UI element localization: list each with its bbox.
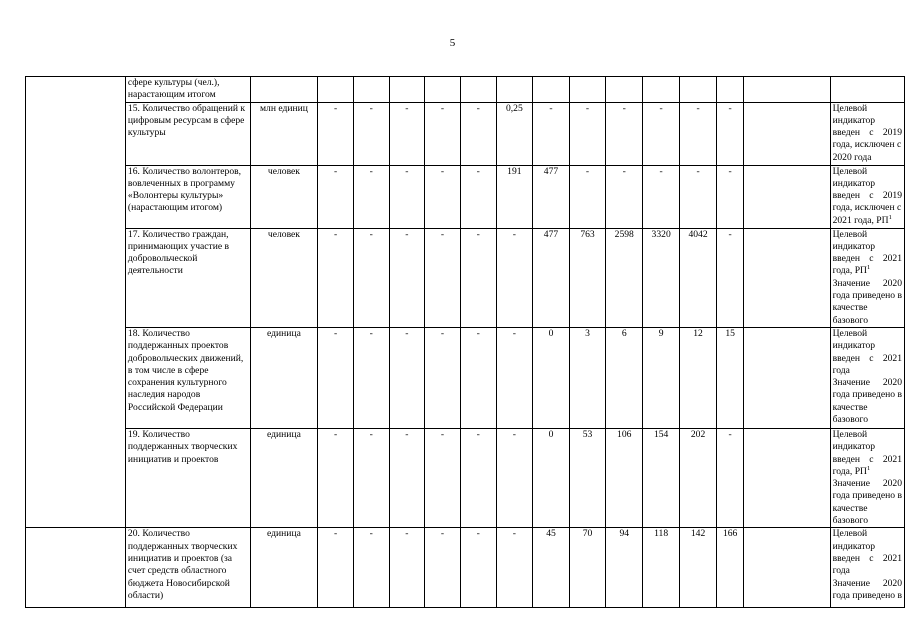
value-cell: 763 <box>569 228 606 327</box>
note-line <box>833 429 902 441</box>
note-line <box>833 127 902 139</box>
unit-cell: млн единиц <box>250 102 318 165</box>
note-text: года, РП <box>832 265 867 277</box>
note-word: с <box>869 552 874 564</box>
indicators-table <box>25 76 905 608</box>
table-row <box>26 102 905 165</box>
note-line <box>833 365 902 377</box>
value-cell: - <box>496 327 533 428</box>
footnote-mark: 1 <box>888 213 892 221</box>
note-text: индикатор <box>832 540 876 552</box>
note-word: введен <box>832 127 860 139</box>
value-cell: 0 <box>533 428 570 527</box>
note-cell <box>830 228 904 327</box>
note-text: года приведено в <box>832 490 902 502</box>
value-cell <box>643 77 680 103</box>
note-line <box>833 578 902 590</box>
table-row <box>26 228 905 327</box>
unit-cell: человек <box>250 165 318 228</box>
note-cell <box>830 327 904 428</box>
note-text: Целевой <box>832 102 868 114</box>
value-cell: - <box>318 228 354 327</box>
value-cell: - <box>318 428 354 527</box>
note-word: с <box>869 253 874 265</box>
note-line <box>833 115 902 127</box>
note-word: 2020 <box>882 478 902 490</box>
value-cell: 9 <box>643 327 680 428</box>
note-word: введен <box>832 253 860 265</box>
note-word: 2021 <box>882 253 902 265</box>
value-cell <box>744 102 830 165</box>
value-cell <box>533 77 570 103</box>
value-cell: - <box>318 102 354 165</box>
value-cell: - <box>569 102 606 165</box>
value-cell: 118 <box>643 528 680 608</box>
value-cell <box>744 428 830 527</box>
note-line <box>833 377 902 389</box>
note-word: Значение <box>832 377 870 389</box>
note-text: Целевой <box>832 528 868 540</box>
unit-cell: человек <box>250 228 318 327</box>
value-cell: - <box>353 327 389 428</box>
note-line <box>833 353 902 365</box>
note-word: с <box>869 453 874 465</box>
value-cell: - <box>460 327 496 428</box>
note-word: с <box>869 352 874 364</box>
note-text: базового <box>832 414 868 426</box>
value-cell: - <box>389 528 425 608</box>
note-line <box>833 103 902 115</box>
value-cell <box>389 77 425 103</box>
note-text: базового <box>832 515 868 527</box>
value-cell: 6 <box>606 327 643 428</box>
note-line <box>833 241 902 253</box>
note-cell <box>830 102 904 165</box>
value-cell: - <box>318 165 354 228</box>
value-cell: - <box>389 228 425 327</box>
value-cell: 94 <box>606 528 643 608</box>
value-cell <box>318 77 354 103</box>
value-cell: 191 <box>496 165 533 228</box>
note-line <box>833 590 902 602</box>
value-cell: 53 <box>569 428 606 527</box>
note-word: Значение <box>832 478 870 490</box>
note-line <box>833 553 902 565</box>
note-line <box>833 490 902 502</box>
note-text: качестве <box>832 401 868 413</box>
value-cell: 477 <box>533 228 570 327</box>
value-cell: 3320 <box>643 228 680 327</box>
indicator-name-cell: 20. Количество поддержанных творческих инициатив и проектов (за счет средств областного бюджета Новосибирской области) <box>125 528 250 608</box>
note-text: качестве <box>832 302 868 314</box>
value-cell: 2598 <box>606 228 643 327</box>
note-word: введен <box>832 190 860 202</box>
note-word: Значение <box>832 277 870 289</box>
table-body <box>26 77 905 608</box>
unit-cell: единица <box>250 428 318 527</box>
note-line <box>833 565 902 577</box>
value-cell <box>744 165 830 228</box>
value-cell <box>496 77 533 103</box>
note-text: года приведено в <box>832 389 902 401</box>
value-cell: - <box>425 428 461 527</box>
value-cell: - <box>318 528 354 608</box>
note-text: года <box>832 565 850 577</box>
note-word: 2020 <box>882 577 902 589</box>
unit-cell: единица <box>250 327 318 428</box>
unit-cell: единица <box>250 528 318 608</box>
indicator-name-cell: 16. Количество волонтеров, вовлеченных в программу «Волонтеры культуры» (нарастающим итогом) <box>125 165 250 228</box>
value-cell: - <box>643 102 680 165</box>
note-text: индикатор <box>832 240 876 252</box>
value-cell: - <box>460 102 496 165</box>
indicator-name-cell: сфере культуры (чел.), нарастающим итогом <box>125 77 250 103</box>
note-text: индикатор <box>832 340 876 352</box>
value-cell: 202 <box>680 428 717 527</box>
value-cell: 15 <box>717 327 744 428</box>
note-word: 2021 <box>882 453 902 465</box>
note-text: года приведено в <box>832 589 902 601</box>
note-cell <box>830 165 904 228</box>
value-cell: - <box>460 428 496 527</box>
table-row <box>26 77 905 103</box>
unit-cell <box>250 77 318 103</box>
table-row <box>26 428 905 527</box>
indicator-name-cell: 15. Количество обращений к цифровым ресурсам в сфере культуры <box>125 102 250 165</box>
note-text: индикатор <box>832 114 876 126</box>
note-text: 2021 года, РП <box>832 214 889 226</box>
value-cell: - <box>460 165 496 228</box>
note-line <box>833 302 902 314</box>
note-line <box>833 503 902 515</box>
value-cell: - <box>496 428 533 527</box>
value-cell: - <box>353 228 389 327</box>
value-cell <box>569 77 606 103</box>
note-text: года <box>832 364 850 376</box>
note-text: Целевой <box>832 327 868 339</box>
note-line <box>833 328 902 340</box>
footnote-mark: 1 <box>866 464 871 472</box>
value-cell: - <box>460 228 496 327</box>
note-text: индикатор <box>832 441 876 453</box>
value-cell: - <box>353 102 389 165</box>
value-cell: - <box>389 428 425 527</box>
value-cell: - <box>425 528 461 608</box>
value-cell <box>680 77 717 103</box>
value-cell: - <box>318 327 354 428</box>
note-text: Целевой <box>832 428 868 440</box>
note-word: введен <box>832 453 860 465</box>
note-line <box>833 290 902 302</box>
note-word: 2021 <box>882 552 902 564</box>
note-line <box>833 515 902 527</box>
value-cell: - <box>533 102 570 165</box>
note-line <box>833 178 902 190</box>
note-text: Целевой <box>832 165 868 177</box>
value-cell <box>353 77 389 103</box>
value-cell: - <box>680 165 717 228</box>
value-cell: - <box>680 102 717 165</box>
value-cell: 45 <box>533 528 570 608</box>
value-cell: - <box>389 165 425 228</box>
note-word: 2020 <box>882 377 902 389</box>
value-cell: - <box>496 528 533 608</box>
note-word: 2020 <box>882 277 902 289</box>
value-cell: - <box>643 165 680 228</box>
note-text: качестве <box>832 502 868 514</box>
value-cell: - <box>496 228 533 327</box>
value-cell: - <box>717 165 744 228</box>
value-cell: - <box>717 228 744 327</box>
value-cell <box>606 77 643 103</box>
note-line <box>833 414 902 426</box>
note-line <box>833 389 902 401</box>
value-cell: 0,25 <box>496 102 533 165</box>
note-line <box>833 528 902 540</box>
table-row <box>26 327 905 428</box>
value-cell: - <box>425 102 461 165</box>
note-text: года, исключен с <box>832 139 902 151</box>
table-row <box>26 165 905 228</box>
note-line <box>833 402 902 414</box>
note-line <box>833 478 902 490</box>
note-word: с <box>869 127 874 139</box>
note-line <box>833 265 902 277</box>
value-cell: 166 <box>717 528 744 608</box>
note-text: 2020 года <box>832 151 872 163</box>
value-cell <box>717 77 744 103</box>
value-cell: 12 <box>680 327 717 428</box>
value-cell: - <box>425 228 461 327</box>
value-cell <box>744 228 830 327</box>
value-cell: 4042 <box>680 228 717 327</box>
section-cell <box>26 528 126 608</box>
footnote-mark: 1 <box>866 264 871 272</box>
value-cell: 70 <box>569 528 606 608</box>
note-line <box>833 139 902 151</box>
page-number: 5 <box>449 37 456 49</box>
section-cell <box>26 77 126 528</box>
note-word: 2019 <box>882 127 902 139</box>
value-cell: - <box>425 165 461 228</box>
value-cell: - <box>353 528 389 608</box>
note-line <box>833 215 902 227</box>
note-line <box>833 278 902 290</box>
value-cell: - <box>353 428 389 527</box>
value-cell: 0 <box>533 327 570 428</box>
note-text: года приведено в <box>832 290 902 302</box>
note-cell <box>830 77 904 103</box>
note-word: Значение <box>832 577 870 589</box>
note-text: базового <box>832 314 868 326</box>
note-word: введен <box>832 352 860 364</box>
value-cell: - <box>460 528 496 608</box>
note-text: индикатор <box>832 177 876 189</box>
note-word: 2019 <box>882 190 902 202</box>
value-cell <box>744 77 830 103</box>
indicator-name-cell: 17. Количество граждан, принимающих участие в добровольческой деятельности <box>125 228 250 327</box>
value-cell: 154 <box>643 428 680 527</box>
note-line <box>833 466 902 478</box>
value-cell <box>425 77 461 103</box>
value-cell: 477 <box>533 165 570 228</box>
note-line <box>833 152 902 164</box>
value-cell <box>460 77 496 103</box>
table-row <box>26 528 905 608</box>
note-cell <box>830 528 904 608</box>
value-cell <box>744 327 830 428</box>
note-word: 2021 <box>882 352 902 364</box>
value-cell: - <box>569 165 606 228</box>
note-text: года, РП <box>832 465 867 477</box>
value-cell: - <box>353 165 389 228</box>
value-cell: 142 <box>680 528 717 608</box>
note-line <box>833 166 902 178</box>
value-cell <box>744 528 830 608</box>
value-cell: 3 <box>569 327 606 428</box>
indicator-name-cell: 18. Количество поддержанных проектов добровольческих движений, в том числе в сфере сохранения культурного наследия народов Российской Федерации <box>125 327 250 428</box>
note-line <box>833 441 902 453</box>
value-cell: 106 <box>606 428 643 527</box>
note-word: с <box>869 190 874 202</box>
note-line <box>833 340 902 352</box>
note-line <box>833 229 902 241</box>
note-word: введен <box>832 552 860 564</box>
note-line <box>833 315 902 327</box>
note-cell <box>830 428 904 527</box>
note-text: Целевой <box>832 228 868 240</box>
value-cell: - <box>606 165 643 228</box>
indicator-name-cell: 19. Количество поддержанных творческих инициатив и проектов <box>125 428 250 527</box>
value-cell: - <box>606 102 643 165</box>
value-cell: - <box>717 428 744 527</box>
note-line <box>833 541 902 553</box>
note-line <box>833 190 902 202</box>
value-cell: - <box>389 102 425 165</box>
note-text: года, исключен с <box>832 202 902 214</box>
value-cell: - <box>425 327 461 428</box>
value-cell: - <box>389 327 425 428</box>
value-cell: - <box>717 102 744 165</box>
